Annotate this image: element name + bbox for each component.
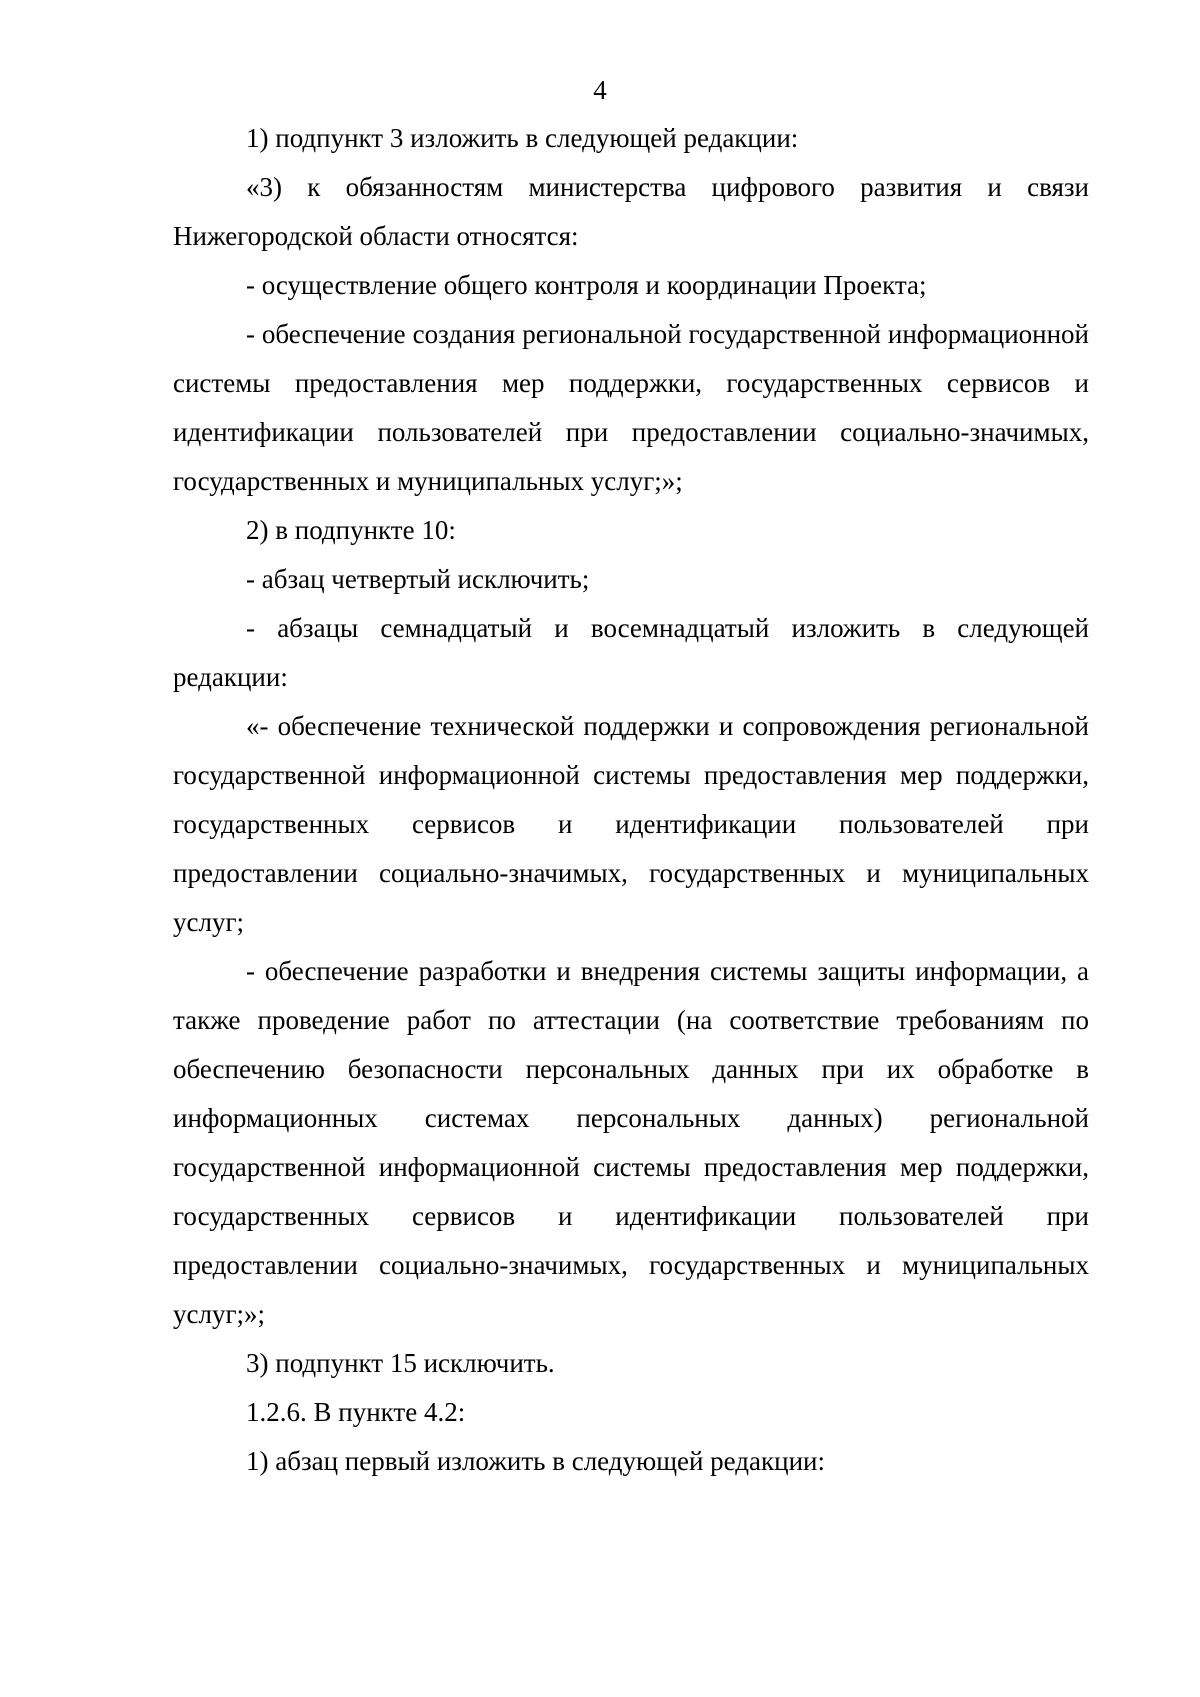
paragraph: 2) в подпункте 10: (246, 515, 456, 545)
paragraph: 3) подпункт 15 исключить. (246, 1348, 555, 1378)
paragraph: 1) подпункт 3 изложить в следующей редакции: (246, 123, 799, 153)
paragraph: 1) абзац первый изложить в следующей редакции: (246, 1446, 825, 1476)
paragraph: - абзацы семнадцатый и восемнадцатый изложить в следующей редакции: (173, 613, 1089, 692)
paragraph: - обеспечение разработки и внедрения системы защиты информации, а также проведение работ по аттестации (на соответствие требованиям по обеспечению безопасности персональных данных при их обработке в информационных системах персональных данных) региональной государственной информационной системы предоставления мер поддержки, государственных сервисов и идентификации пользователей при предоставлении социально-значимых, государственных и муниципальных услуг;»; (173, 956, 1089, 1329)
paragraph: - осуществление общего контроля и координации Проекта; (246, 270, 927, 300)
paragraph: «- обеспечение технической поддержки и сопровождения региональной государственной информационной системы предоставления мер поддержки, государственных сервисов и идентификации пользователей при предоставлении социально-значимых, государственных и муниципальных услуг; (173, 711, 1089, 937)
paragraph: - абзац четвертый исключить; (246, 564, 590, 594)
document-body (173, 114, 1089, 1486)
paragraph: 1.2.6. В пункте 4.2: (246, 1397, 466, 1427)
paragraph: «3) к обязанностям министерства цифрового развития и связи Нижегородской области относятся: (173, 172, 1089, 251)
paragraph: - обеспечение создания региональной государственной информационной системы предоставления мер поддержки, государственных сервисов и идентификации пользователей при предоставлении социально-значимых, государственных и муниципальных услуг;»; (173, 319, 1089, 496)
page-number: 4 (593, 75, 607, 105)
